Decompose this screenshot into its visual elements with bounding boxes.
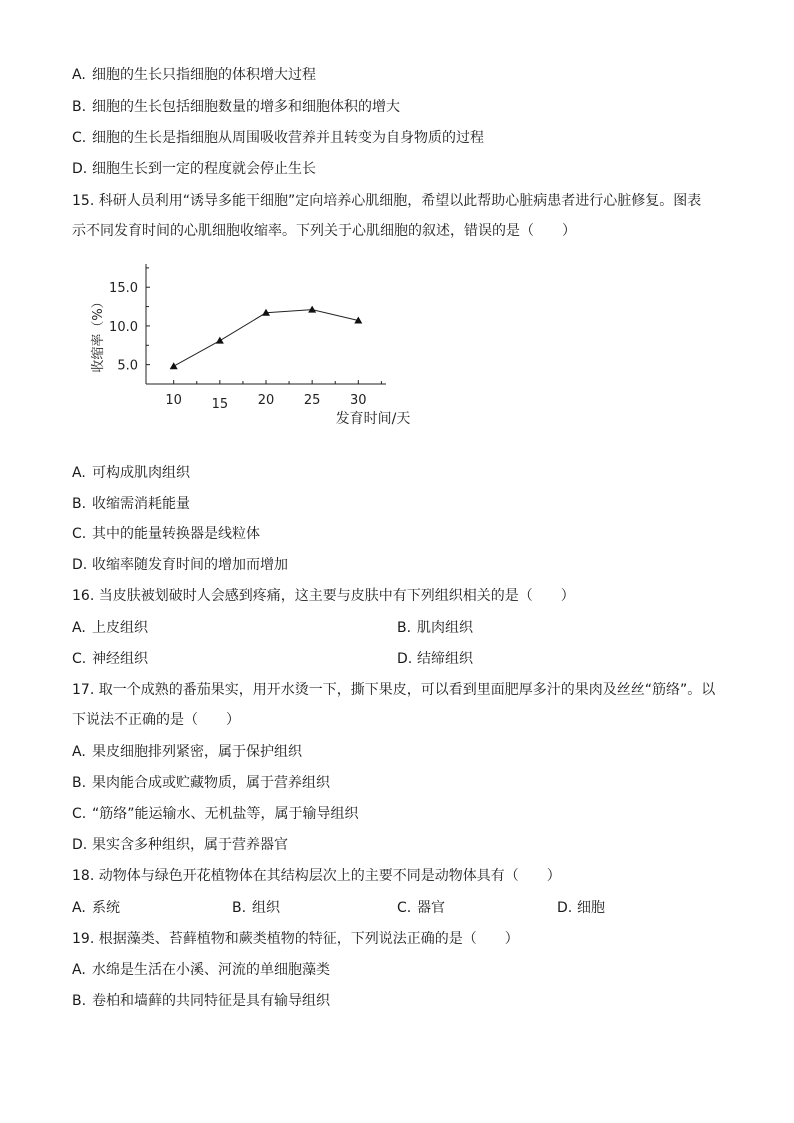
option-text: 细胞 <box>577 900 605 916</box>
option-text: 结缔组织 <box>417 651 473 667</box>
option-text: 果皮细胞排列紧密，属于保护组织 <box>92 744 302 760</box>
q17-option-c <box>72 805 359 823</box>
data-point-marker <box>170 362 178 369</box>
option-text: 组织 <box>252 900 280 916</box>
option-letter: D. <box>397 651 413 667</box>
option-letter: A. <box>72 900 86 916</box>
y-axis-label: 收缩率（%） <box>91 295 106 373</box>
option-letter: B. <box>72 993 87 1009</box>
series-line <box>174 310 359 367</box>
option-text: 可构成肌肉组织 <box>92 465 190 481</box>
q17-stem-line1: 17. 取一个成熟的番茄果实，用开水烫一下，撕下果皮，可以看到里面肥厚多汁的果肉及丝丝“筋络”。以 <box>72 682 716 698</box>
option-letter: D. <box>72 837 88 853</box>
option-letter: D. <box>557 900 573 916</box>
option-letter: C. <box>72 526 87 542</box>
option-letter: C. <box>72 651 87 667</box>
q17-option-b <box>72 774 330 792</box>
q15-stem-line2: 示不同发育时间的心肌细胞收缩率。下列关于心肌细胞的叙述，错误的是（ ） <box>72 223 576 239</box>
option-text: 细胞的生长是指细胞从周围吸收营养并且转变为自身物质的过程 <box>92 130 484 146</box>
option-letter: D. <box>72 161 88 177</box>
option-text: 其中的能量转换器是线粒体 <box>92 526 260 542</box>
option-letter: D. <box>72 557 88 573</box>
q14-option-b <box>72 98 400 116</box>
option-letter: C. <box>72 130 87 146</box>
q14-option-d <box>72 160 316 178</box>
q18-stem: 18. 动物体与绿色开花植物体在其结构层次上的主要不同是动物体具有（ ） <box>72 868 561 884</box>
q16-option-c <box>72 650 148 668</box>
option-letter: B. <box>72 775 87 791</box>
option-text: 果肉能合成或贮藏物质，属于营养组织 <box>92 775 330 791</box>
q14-option-a <box>72 66 316 84</box>
option-letter: A. <box>72 620 86 636</box>
y-tick-label: 5.0 <box>117 358 138 374</box>
q15-option-d <box>72 556 288 574</box>
q15-option-a <box>72 464 190 482</box>
chart-axes <box>146 264 386 384</box>
option-text: 肌肉组织 <box>417 620 473 636</box>
q18-option-c <box>397 899 445 917</box>
x-axis-label: 发育时间/天 <box>335 411 411 427</box>
option-letter: A. <box>72 67 86 83</box>
q18-option-b <box>232 899 280 917</box>
option-letter: C. <box>397 900 412 916</box>
q19-option-a <box>72 961 330 979</box>
q17-option-a <box>72 743 302 761</box>
data-point-marker <box>216 337 224 344</box>
x-tick-label: 30 <box>350 393 367 408</box>
option-text: “筋络”能运输水、无机盐等，属于输导组织 <box>92 806 359 822</box>
q16-option-d <box>397 650 473 668</box>
option-letter: C. <box>72 806 87 822</box>
option-text: 细胞的生长包括细胞数量的增多和细胞体积的增大 <box>92 99 400 115</box>
x-tick-label: 25 <box>303 393 321 408</box>
q15-option-c <box>72 525 260 543</box>
x-tick-label: 10 <box>165 393 182 408</box>
q14-option-c <box>72 129 484 147</box>
y-tick-label: 15.0 <box>109 281 138 297</box>
option-text: 器官 <box>417 900 445 916</box>
option-text: 收缩需消耗能量 <box>92 496 190 512</box>
option-letter: A. <box>72 465 86 481</box>
option-letter: B. <box>232 900 247 916</box>
option-letter: B. <box>72 496 87 512</box>
q16-option-b <box>397 619 473 637</box>
q18-option-d <box>557 899 605 917</box>
q16-stem: 16. 当皮肤被划破时人会感到疼痛，这主要与皮肤中有下列组织相关的是（ ） <box>72 588 575 604</box>
option-text: 上皮组织 <box>92 620 148 636</box>
chart-ticks <box>90 268 410 427</box>
q17-stem-line2: 下说法不正确的是（ ） <box>72 712 240 728</box>
y-tick-label: 10.0 <box>109 319 138 335</box>
option-text: 神经组织 <box>92 651 148 667</box>
contraction-rate-chart <box>80 258 440 433</box>
option-text: 细胞生长到一定的程度就会停止生长 <box>92 161 316 177</box>
x-tick-label: 20 <box>257 393 275 408</box>
q15-stem-line1: 15. 科研人员利用“诱导多能干细胞”定向培养心肌细胞，希望以此帮助心脏病患者进行心脏修复。图表 <box>72 193 702 209</box>
q15-option-b <box>72 495 190 513</box>
option-letter: A. <box>72 744 86 760</box>
option-letter: A. <box>72 962 86 978</box>
option-text: 果实含多种组织，属于营养器官 <box>92 837 288 853</box>
option-text: 收缩率随发育时间的增加而增加 <box>92 557 288 573</box>
option-text: 细胞的生长只指细胞的体积增大过程 <box>92 67 316 83</box>
q18-option-a <box>72 899 120 917</box>
option-text: 系统 <box>92 900 120 916</box>
chart-series <box>170 306 363 370</box>
q16-option-a <box>72 619 148 637</box>
q17-option-d <box>72 836 288 854</box>
x-tick-label: 15 <box>211 397 229 412</box>
q19-option-b <box>72 992 330 1010</box>
option-letter: B. <box>72 99 87 115</box>
option-text: 水绵是生活在小溪、河流的单细胞藻类 <box>92 962 330 978</box>
option-text: 卷柏和墙藓的共同特征是具有输导组织 <box>92 993 330 1009</box>
option-letter: B. <box>397 620 412 636</box>
data-point-marker <box>308 306 316 313</box>
q19-stem: 19. 根据藻类、苔藓植物和蕨类植物的特征，下列说法正确的是（ ） <box>72 931 519 947</box>
